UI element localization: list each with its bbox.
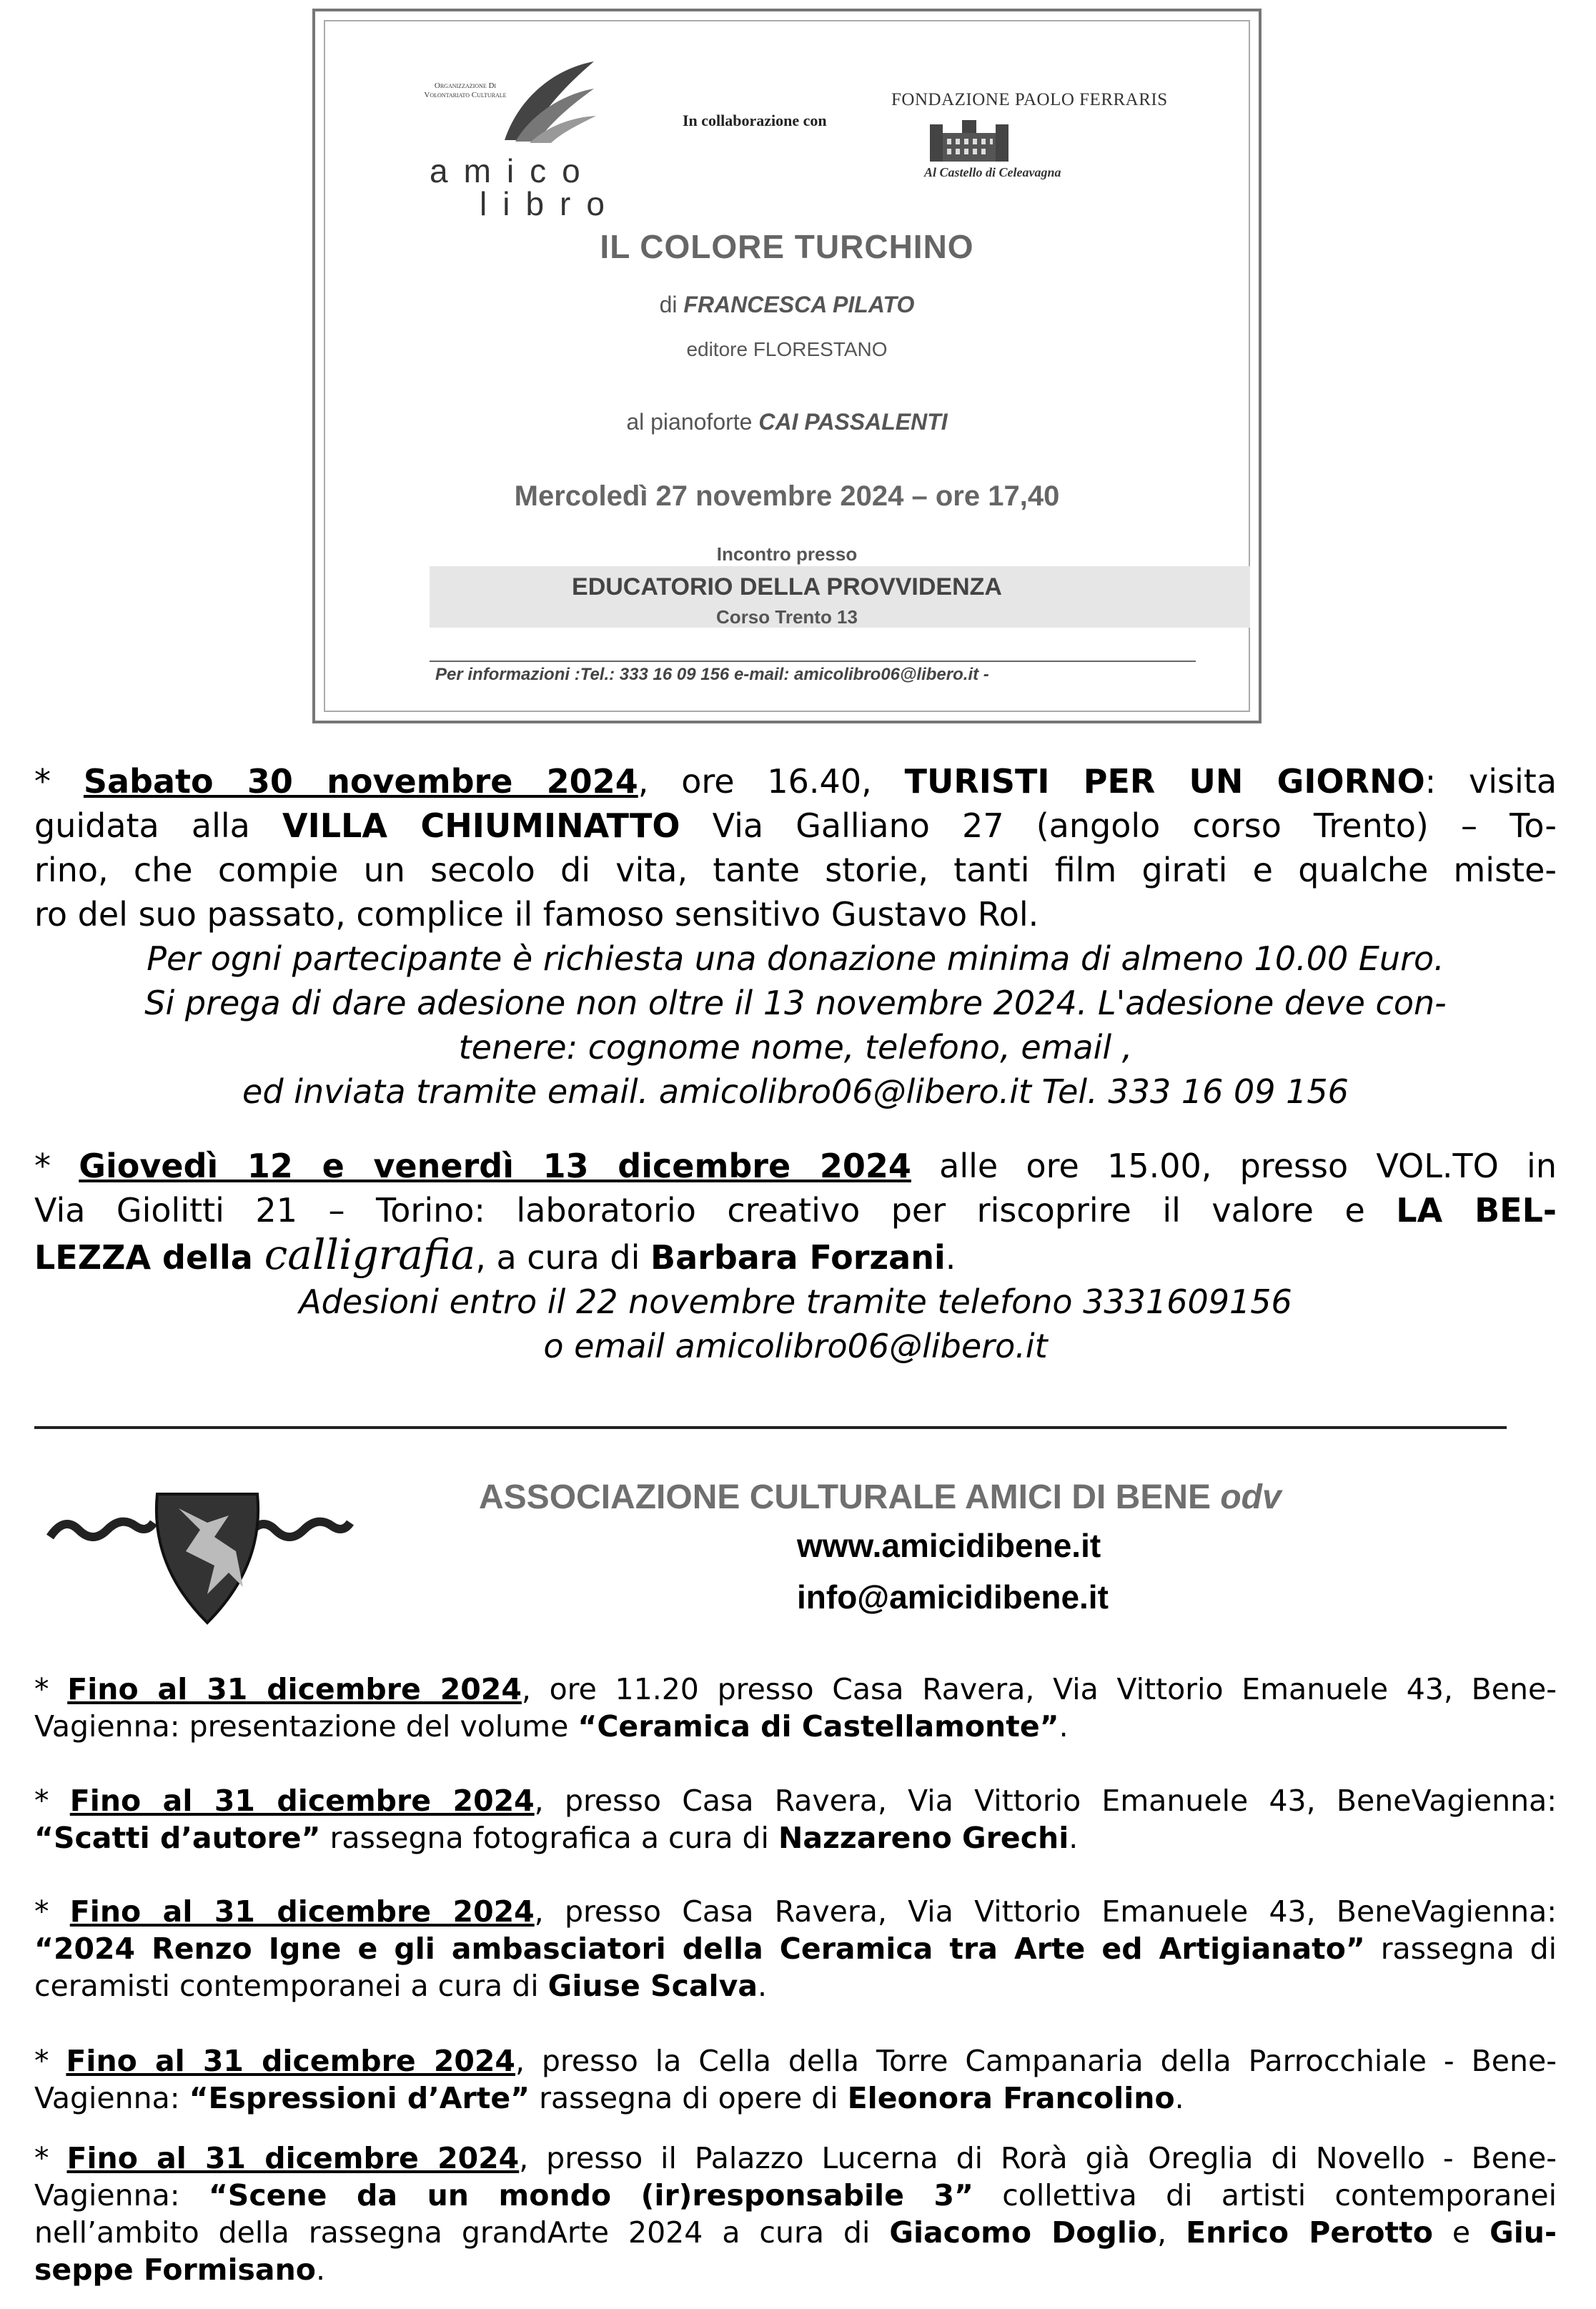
event1-line1: [34, 759, 1557, 804]
castle-icon: [930, 119, 1008, 163]
section-separator: [34, 1426, 1507, 1429]
author-prefix: di: [659, 292, 684, 317]
item-curator: Enrico Perotto: [1186, 2215, 1433, 2250]
association-crest-icon: [43, 1480, 372, 1630]
feather-logo-icon: [497, 54, 598, 147]
event2-note1: Adesioni entro il 22 novembre tramite telefono 3331609156: [299, 1282, 1292, 1321]
association-name: [479, 1478, 1282, 1517]
author-name: FRANCESCA PILATO: [683, 292, 915, 317]
event2-line2a: Via Giolitti 21 – Torino: laboratorio creativo per riscoprire il valore e: [34, 1191, 1397, 1230]
item-text: Vagienna:: [34, 2081, 189, 2115]
item-curator: Giu-: [1490, 2215, 1557, 2250]
event1-line2a: guidata alla: [34, 806, 282, 845]
item-curator: Giuse Scalva: [547, 1969, 758, 2003]
piano-prefix: al pianoforte: [626, 409, 759, 435]
event1-line2b: Via Galliano 27 (angolo corso Trento) – To-: [680, 806, 1557, 845]
item-curator: Nazzareno Grechi: [778, 1821, 1069, 1855]
event1-title: TURISTI PER UN GIORNO: [904, 762, 1425, 801]
item-text: ceramisti contemporanei a cura di: [34, 1969, 548, 2003]
item-curator: Giacomo Doglio: [889, 2215, 1158, 2250]
venue-name: EDUCATORIO DELLA PROVVIDENZA: [572, 573, 1002, 600]
calligrafia-word: calligrafia: [264, 1230, 476, 1279]
item-text: , presso il Palazzo Lucerna di Rorà già Oreglia di Novello - Bene-: [519, 2141, 1557, 2175]
event2-date: Giovedì 12 e venerdì 13 dicembre 2024: [79, 1147, 911, 1185]
item-date: Fino al 31 dicembre 2024: [66, 2141, 520, 2175]
item-line: [34, 2214, 1557, 2251]
event1-date: Sabato 30 novembre 2024: [83, 762, 638, 801]
item-title: “Scene da un mondo (ir)responsabile 3”: [208, 2178, 973, 2212]
item-date: Fino al 31 dicembre 2024: [67, 1672, 522, 1706]
event2-line2: [34, 1188, 1557, 1232]
item-date: Fino al 31 dicembre 2024: [66, 2044, 515, 2078]
event2-after-date: alle ore 15.00, presso VOL.TO in: [911, 1147, 1557, 1185]
author-line: [315, 292, 1259, 318]
list-item: [34, 1671, 1557, 1745]
event1-note2: Si prega di dare adesione non oltre il 13 novembre 2024. L'adesione deve con-: [144, 984, 1447, 1022]
item-text: ,: [1157, 2215, 1186, 2250]
bullet-star: *: [34, 1672, 68, 1706]
event2-note2: o email amicolibro06@libero.it: [543, 1327, 1048, 1365]
bullet-star: *: [34, 2044, 66, 2078]
amico-logo-text: amico: [430, 152, 596, 189]
item-text: e: [1432, 2215, 1490, 2250]
item-text: .: [758, 1969, 768, 2003]
event1-line3: rino, che compie un secolo di vita, tante storie, tanti film girati e qualche miste-: [34, 851, 1557, 889]
event1-note3: tenere: cognome nome, telefono, email ,: [458, 1028, 1133, 1067]
item-line: [34, 2080, 1557, 2117]
item-text: collettiva di artisti contemporanei: [973, 2178, 1557, 2212]
item-line: [34, 1782, 1557, 1819]
event-date: Mercoledì 27 novembre 2024 – ore 17,40: [514, 480, 1060, 512]
bullet-star: *: [34, 1784, 70, 1818]
event1-after-title: : visita: [1424, 762, 1557, 801]
event-calligrafia: [34, 1144, 1557, 1368]
item-text: , presso Casa Ravera, Via Vittorio Emanuele 43, BeneVagienna:: [534, 1894, 1557, 1929]
association-suffix: odv: [1220, 1478, 1282, 1516]
item-title: “Scatti d’autore”: [34, 1821, 321, 1855]
villa-name: VILLA CHIUMINATTO: [282, 806, 680, 845]
item-line: [34, 1893, 1557, 1930]
item-line: [34, 1671, 1557, 1708]
event2-line1: [34, 1144, 1557, 1188]
item-text: .: [1174, 2081, 1184, 2115]
item-text: .: [1059, 1709, 1069, 1744]
item-text: nell’ambito della rassegna grandArte 2024 a cura di: [34, 2215, 890, 2250]
item-text: .: [315, 2253, 325, 2287]
association-name-text: ASSOCIAZIONE CULTURALE AMICI DI BENE: [479, 1478, 1221, 1516]
event-flyer: [312, 9, 1262, 723]
pianist-name: CAI PASSALENTI: [758, 409, 948, 435]
book-title: IL COLORE TURCHINO: [600, 228, 974, 265]
item-date: Fino al 31 dicembre 2024: [69, 1784, 535, 1818]
item-line: [34, 1708, 1557, 1745]
item-text: rassegna di: [1364, 1932, 1557, 1966]
event2-line3-end: .: [945, 1238, 956, 1277]
list-item: [34, 2140, 1557, 2288]
event-turisti: [34, 759, 1557, 1114]
org-small-caption: Organizzazione Di Volontariato Culturale: [424, 81, 507, 99]
item-text: Vagienna:: [34, 2178, 209, 2212]
item-text: Vagienna: presentazione del volume: [34, 1709, 578, 1744]
association-email[interactable]: info@amicidibene.it: [797, 1578, 1109, 1616]
item-curator: Eleonora Francolino: [847, 2081, 1175, 2115]
flyer-contact-info: Per informazioni :Tel.: 333 16 09 156 e-mail: amicolibro06@libero.it -: [435, 665, 989, 684]
association-website[interactable]: www.amicidibene.it: [797, 1527, 1101, 1564]
item-curator: seppe Formisano: [34, 2253, 316, 2287]
venue-address: Corso Trento 13: [716, 606, 858, 628]
item-title: “2024 Renzo Igne e gli ambasciatori della Ceramica tra Arte ed Artigianato”: [34, 1932, 1365, 1966]
event2-bellezza-a: LA BEL-: [1396, 1191, 1557, 1230]
item-line: [34, 2251, 1557, 2288]
event2-bellezza-b: LEZZA della: [34, 1238, 264, 1277]
incontro-label: Incontro presso: [716, 543, 858, 565]
item-date: Fino al 31 dicembre 2024: [69, 1894, 535, 1929]
item-line: [34, 1967, 1557, 2004]
list-item: [34, 1782, 1557, 1856]
list-item: [34, 1893, 1557, 2004]
item-text: rassegna di opere di: [530, 2081, 848, 2115]
item-text: rassegna fotografica a cura di: [320, 1821, 778, 1855]
item-title: “Espressioni d’Arte”: [189, 2081, 530, 2115]
flyer-divider: [430, 661, 1196, 662]
event2-line3b: , a cura di: [475, 1238, 651, 1277]
editor-line: editore FLORESTANO: [686, 338, 888, 360]
bullet-star: *: [34, 762, 84, 801]
item-line: [34, 2042, 1557, 2080]
event1-time: , ore 16.40,: [638, 762, 905, 801]
event1-note4: ed inviata tramite email. amicolibro06@libero.it Tel. 333 16 09 156: [242, 1072, 1349, 1111]
castle-caption: Al Castello di Celeavagna: [924, 165, 1061, 179]
bullet-star: *: [34, 1894, 70, 1929]
item-text: , ore 11.20 presso Casa Ravera, Via Vittorio Emanuele 43, Bene-: [521, 1672, 1557, 1706]
list-item: [34, 2042, 1557, 2117]
event2-line3: [34, 1232, 1557, 1280]
item-title: “Ceramica di Castellamonte”: [578, 1709, 1059, 1744]
item-text: , presso Casa Ravera, Via Vittorio Emanuele 43, BeneVagienna:: [534, 1784, 1557, 1818]
item-line: [34, 1930, 1557, 1967]
item-line: [34, 2140, 1557, 2177]
bullet-star: *: [34, 1147, 79, 1185]
item-text: .: [1069, 1821, 1079, 1855]
event1-line2: [34, 804, 1557, 848]
libro-logo-text: libro: [480, 185, 620, 222]
item-line: [34, 2177, 1557, 2214]
item-text: , presso la Cella della Torre Campanaria della Parrocchiale - Bene-: [515, 2044, 1557, 2078]
fondazione-name: FONDAZIONE PAOLO FERRARIS: [891, 90, 1168, 109]
event1-line4: ro del suo passato, complice il famoso sensitivo Gustavo Rol.: [34, 895, 1039, 934]
event2-curator: Barbara Forzani: [650, 1238, 946, 1277]
item-line: [34, 1819, 1557, 1856]
event1-note1: Per ogni partecipante è richiesta una donazione minima di almeno 10.00 Euro.: [147, 939, 1444, 978]
collab-text: In collaborazione con: [683, 112, 827, 129]
piano-line: [315, 409, 1259, 435]
bullet-star: *: [34, 2141, 67, 2175]
